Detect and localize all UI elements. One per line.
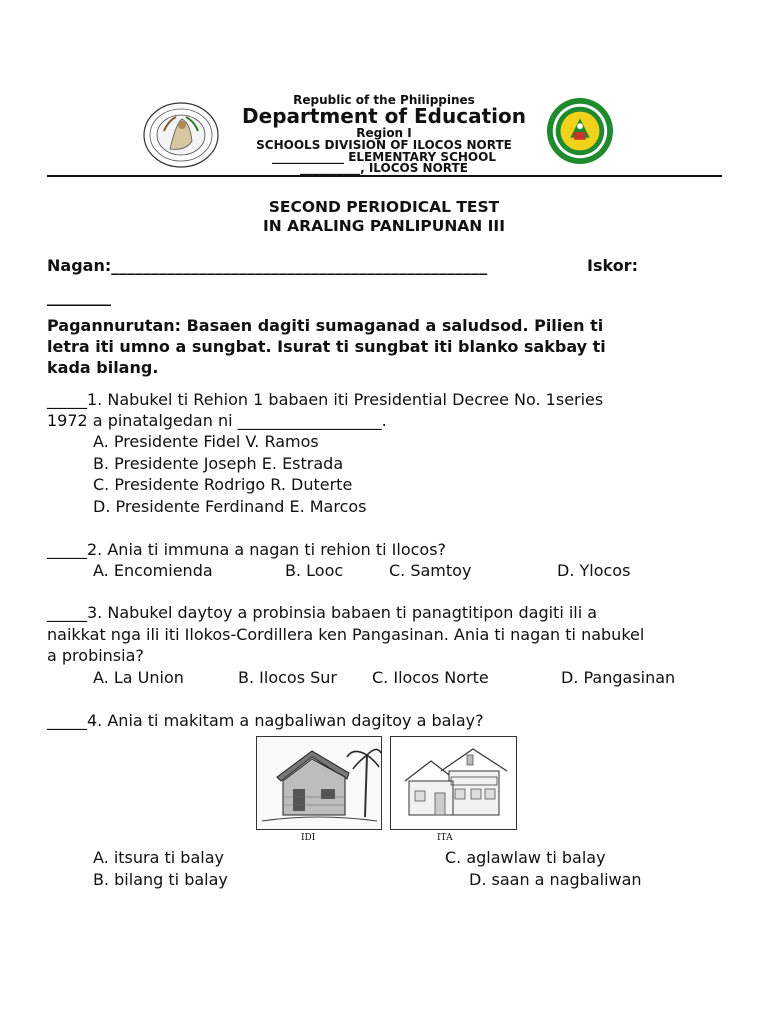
q2-option-b: B. Looc xyxy=(285,561,344,580)
question-3-text: naikkat nga ili iti Ilokos-Cordillera ken Pangasinan. Ania ti nagan ti nabukel xyxy=(47,625,645,644)
new-house-image xyxy=(390,736,517,830)
question-3-text: a probinsia? xyxy=(47,646,144,665)
q4-option-a: A. itsura ti balay xyxy=(93,848,224,867)
q1-option-c: C. Presidente Rodrigo R. Duterte xyxy=(93,475,353,494)
q4-option-d: D. saan a nagbaliwan xyxy=(469,870,642,889)
q2-option-d: D. Ylocos xyxy=(557,561,631,580)
instructions-line: Pagannurutan: Basaen dagiti sumaganad a saludsod. Pilien ti xyxy=(47,316,604,335)
q2-option-a: A. Encomienda xyxy=(93,561,213,580)
location-text: __________, ILOCOS NORTE xyxy=(300,161,468,175)
question-4-text: _____4. Ania ti makitam a nagbaliwan dagitoy a balay? xyxy=(47,711,484,730)
q1-option-d: D. Presidente Ferdinand E. Marcos xyxy=(93,497,367,516)
q3-option-b: B. Ilocos Sur xyxy=(238,668,337,687)
q3-option-d: D. Pangasinan xyxy=(561,668,676,687)
test-title-line1: SECOND PERIODICAL TEST xyxy=(268,198,500,216)
score-field[interactable]: ________ xyxy=(47,287,111,306)
name-field[interactable]: Nagan:_______________________________________________ xyxy=(47,256,488,275)
question-1-text: 1972 a pinatalgedan ni __________________. xyxy=(47,411,387,430)
score-label: Iskor: xyxy=(587,256,638,275)
q2-option-c: C. Samtoy xyxy=(389,561,472,580)
republic-text: Republic of the Philippines xyxy=(293,93,475,107)
old-house-image xyxy=(256,736,382,830)
q3-option-c: C. Ilocos Norte xyxy=(372,668,489,687)
q1-option-b: B. Presidente Joseph E. Estrada xyxy=(93,454,344,473)
question-1-text: _____1. Nabukel ti Rehion 1 babaen iti Presidential Decree No. 1series xyxy=(47,390,604,409)
q3-option-a: A. La Union xyxy=(93,668,184,687)
q4-option-c: C. aglawlaw ti balay xyxy=(445,848,606,867)
school-seal-icon xyxy=(540,97,618,165)
deped-logo-icon xyxy=(142,101,220,169)
header-divider xyxy=(47,175,722,177)
division-text: SCHOOLS DIVISION OF ILOCOS NORTE xyxy=(256,138,512,152)
question-2-text: _____2. Ania ti immuna a nagan ti rehion ti Ilocos? xyxy=(47,540,447,559)
school-text: ____________ ELEMENTARY SCHOOL xyxy=(272,150,496,164)
instructions-line: kada bilang. xyxy=(47,358,159,377)
caption-ita: ITA xyxy=(437,833,453,843)
region-text: Region I xyxy=(356,126,412,140)
test-title-line2: IN ARALING PANLIPUNAN III xyxy=(263,217,505,235)
caption-idi: IDI xyxy=(301,833,316,843)
q1-option-a: A. Presidente Fidel V. Ramos xyxy=(93,432,319,451)
q4-option-b: B. bilang ti balay xyxy=(93,870,228,889)
question-3-text: _____3. Nabukel daytoy a probinsia babaen ti panagtitipon dagiti ili a xyxy=(47,603,598,622)
instructions-line: letra iti umno a sungbat. Isurat ti sungbat iti blanko sakbay ti xyxy=(47,337,606,356)
department-title: Department of Education xyxy=(242,104,526,128)
